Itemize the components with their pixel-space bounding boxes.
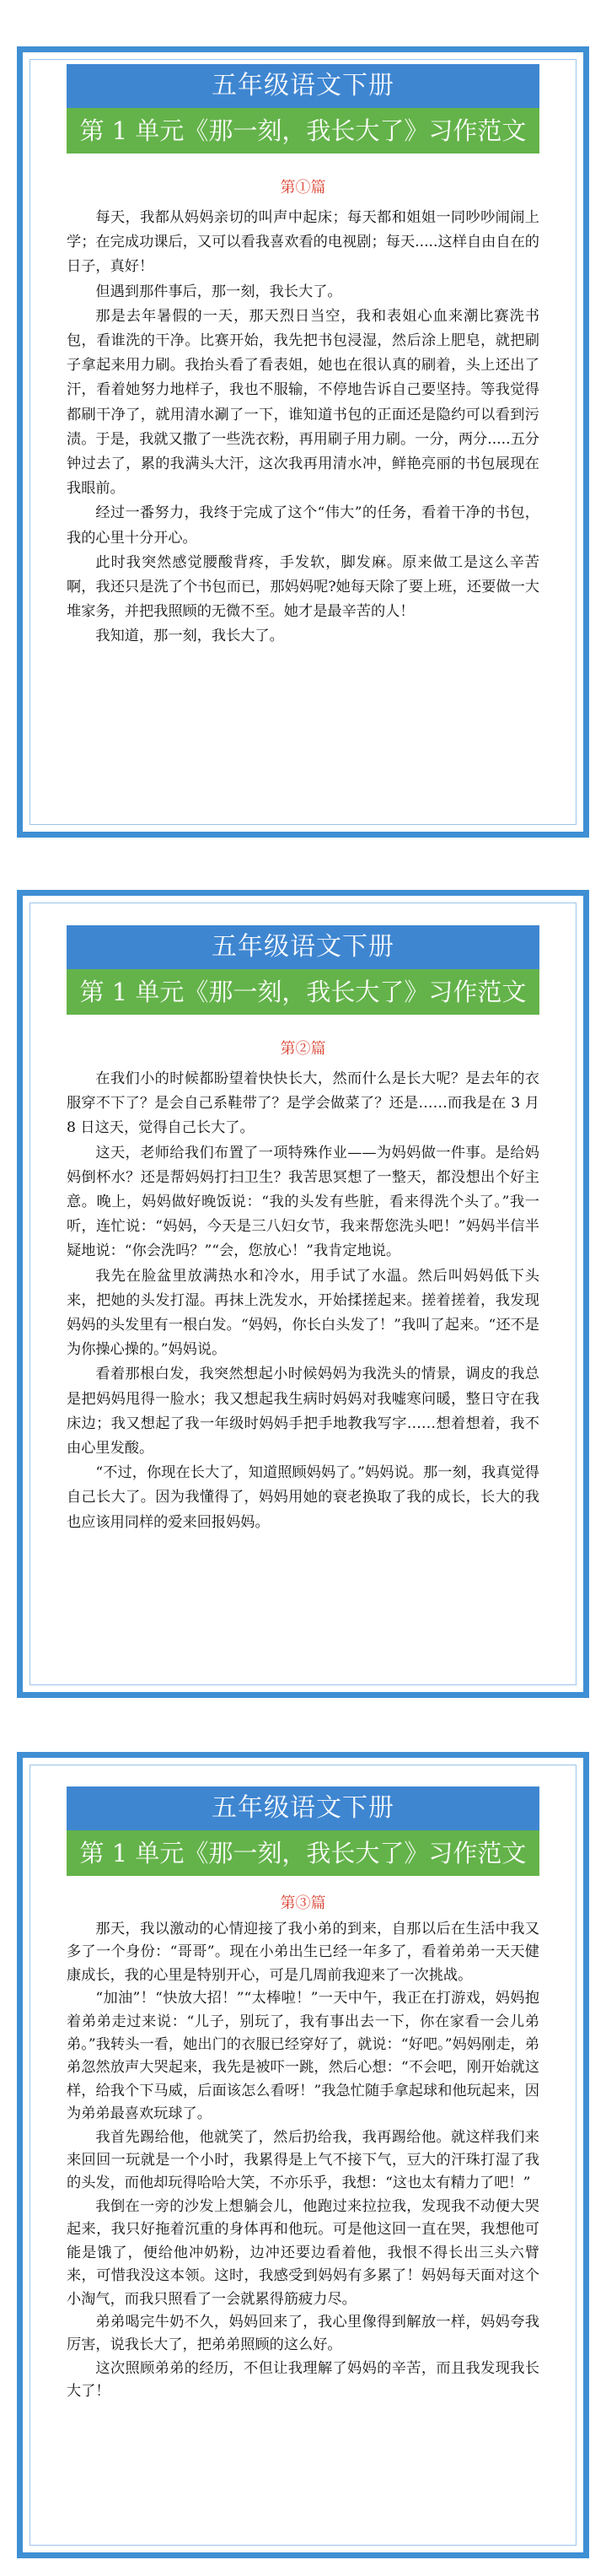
paragraph: “不过，你现在长大了，知道照顾妈妈了。”妈妈说。那一刻，我真觉得自己长大了。因为我懂得了，妈妈用她的衰老换取了我的成长，长大的我也应该用同样的爱来回报妈妈。	[67, 1464, 539, 1531]
essay-body	[67, 1918, 539, 2404]
paragraph: 那是去年暑假的一天，那天烈日当空，我和表姐心血来潮比赛洗书包，看谁洗的干净。比赛开始，我先把书包浸湿，然后涂上肥皂，就把刷子拿起来用力刷。我抬头看了看表姐，她也在很认真的刷着，头上还出了汗，看着她努力地样子，我也不服输，不停地告诉自己要坚持。等我觉得都刷干净了，就用清水涮了一下，谁知道书包的正面还是隐约可以看到污渍。于是，我就又撒了一些洗衣粉，再用刷子用力刷。一分，两分.....五分钟过去了，累的我满头大汗，这次我再用清水冲，鲜艳亮丽的书包展现在我眼前。	[67, 307, 539, 498]
unit-banner: 第 1 单元《那一刻，我长大了》习作范文	[67, 969, 539, 1015]
essay-card-3	[17, 1752, 589, 2558]
paragraph: 那天，我以激动的心情迎接了我小弟的到来，自那以后在生活中我又多了一个身份：“哥哥”。现在小弟出生已经一年多了，看着弟弟一天天健康成长，我的心里是特别开心，可是几周前我迎来了一次挑战。	[67, 1921, 539, 1984]
essay-title: 第②篇	[280, 1040, 326, 1058]
paragraph: 在我们小的时候都盼望着快快长大，然而什么是长大呢？是去年的衣服穿不下了？是会自己系鞋带了？是学会做菜了？还是……而我是在 3 月 8 日这天，觉得自己长大了。	[67, 1070, 539, 1137]
essay-body	[67, 1067, 539, 1535]
paragraph: 弟弟喝完牛奶不久，妈妈回来了，我心里像得到解放一样，妈妈夸我厉害，说我长大了，把弟弟照顾的这么好。	[67, 2313, 539, 2354]
card-content	[67, 925, 539, 1535]
essay-title: 第①篇	[280, 179, 326, 197]
essay-card-2	[17, 890, 589, 1698]
unit-banner: 第 1 单元《那一刻，我长大了》习作范文	[67, 108, 539, 154]
paragraph: 但遇到那件事后，那一刻，我长大了。	[95, 283, 342, 300]
unit-banner: 第 1 单元《那一刻，我长大了》习作范文	[67, 1830, 539, 1876]
paragraph: 这次照顾弟弟的经历，不但让我理解了妈妈的辛苦，而且我发现我长大了！	[67, 2359, 539, 2401]
essay-title: 第③篇	[280, 1894, 326, 1912]
paragraph: 每天，我都从妈妈亲切的叫声中起床；每天都和姐姐一同吵吵闹闹上学；在完成功课后，又可以看我喜欢看的电视剧；每天.....这样自由自在的日子，真好！	[67, 209, 539, 276]
paragraph: 经过一番努力，我终于完成了这个“伟大”的任务，看着干净的书包，我的心里十分开心。	[67, 504, 539, 547]
essay-body	[67, 206, 539, 649]
paragraph: 看着那根白发，我突然想起小时候妈妈为我洗头的情景，调皮的我总是把妈妈甩得一脸水；我又想起我生病时妈妈对我嘘寒问暖，整日守在我床边；我又想起了我一年级时妈妈手把手地教我写字……想着想着，我不由心里发酸。	[67, 1366, 539, 1458]
grade-banner: 五年级语文下册	[67, 1786, 539, 1830]
paragraph: 我倒在一旁的沙发上想躺会儿，他跑过来拉拉我，发现我不动便大哭起来，我只好拖着沉重的身体再和他玩。可是他这回一直在哭，我想他可能是饿了，便给他冲奶粉，边冲还要边看着他，我恨不得长出三头六臂来，可惜我没这本领。这时，我感受到妈妈有多累了！妈妈每天面对这个小淘气，而我只照看了一会就累得筋疲力尽。	[67, 2197, 539, 2308]
grade-banner: 五年级语文下册	[67, 64, 539, 108]
card-content	[67, 1786, 539, 2404]
paragraph: 此时我突然感觉腰酸背疼，手发软，脚发麻。原来做工是这么辛苦啊，我还只是洗了个书包而已，那妈妈呢?她每天除了要上班，还要做一大堆家务，并把我照顾的无微不至。她才是最辛苦的人！	[67, 553, 539, 621]
card-content	[67, 64, 539, 649]
grade-banner: 五年级语文下册	[67, 925, 539, 969]
paragraph: “加油”！“快放大招！”“太棒啦！”一天中午，我正在打游戏，妈妈抱着弟弟走过来说：“儿子，别玩了，我有事出去一下，你在家看一会儿弟弟。”我转头一看，她出门的衣服已经穿好了，就说：“好吧。”妈妈刚走，弟弟忽然放声大哭起来，我先是被吓一跳，然后心想：“不会吧，刚开始就这样，给我个下马威，后面该怎么看呀！”我急忙随手拿起球和他玩起来，因为弟弟最喜欢玩球了。	[67, 1990, 539, 2123]
paragraph: 这天，老师给我们布置了一项特殊作业——为妈妈做一件事。是给妈妈倒杯水？还是帮妈妈打扫卫生？我苦思冥想了一整天，都没想出个好主意。晚上，妈妈做好晚饭说：“我的头发有些脏，看来得洗个头了。”我一听，连忙说：“妈妈，今天是三八妇女节，我来帮您洗头吧！”妈妈半信半疑地说：“你会洗吗？”“会，您放心！”我肯定地说。	[67, 1144, 539, 1260]
paragraph: 我知道，那一刻，我长大了。	[95, 628, 284, 645]
essay-card-1	[17, 46, 589, 838]
paragraph: 我先在脸盆里放满热水和冷水，用手试了水温。然后叫妈妈低下头来，把她的头发打湿。再抹上洗发水，开始揉搓起来。搓着搓着，我发现妈妈的头发里有一根白发。“妈妈，你长白头发了！”我叫了起来。“还不是为你操心操的。”妈妈说。	[67, 1267, 539, 1359]
paragraph: 我首先踢给他，他就笑了，然后扔给我，我再踢给他。就这样我们来来回回一玩就是一个小时，我累得是上气不接下气，豆大的汗珠打湿了我的头发，而他却玩得哈哈大笑，不亦乐乎，我想：“这也太有精力了吧！”	[67, 2128, 539, 2192]
